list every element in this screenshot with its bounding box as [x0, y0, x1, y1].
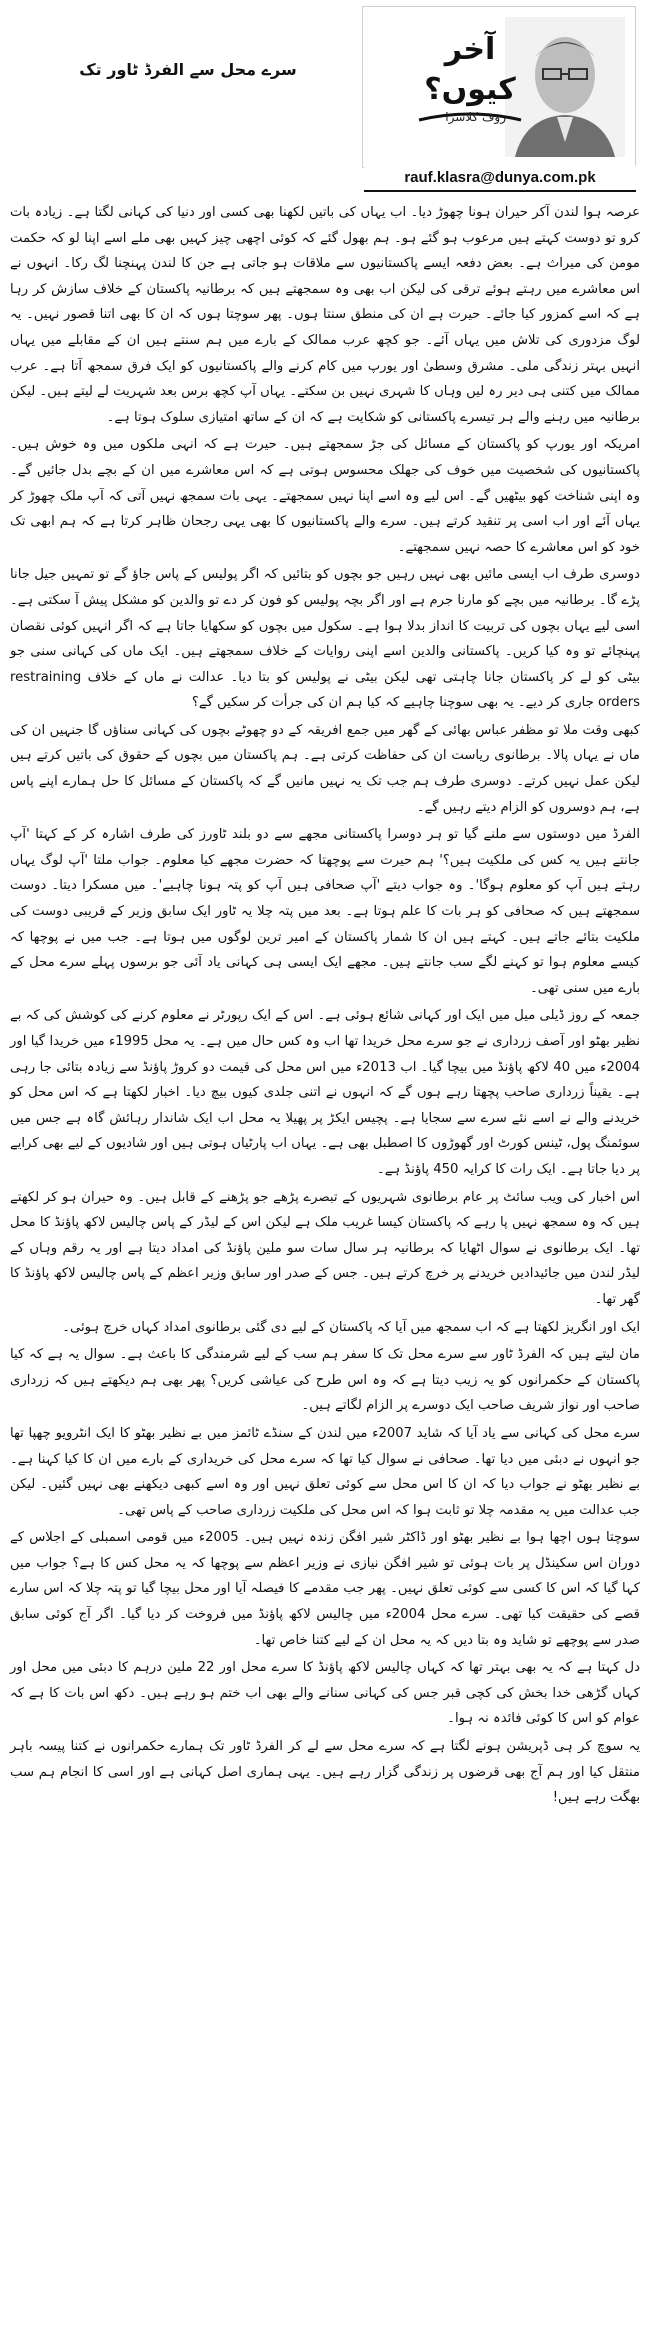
- paragraph: دل کہتا ہے کہ یہ بھی بہتر تھا کہ کہاں چالیس لاکھ پاؤنڈ کا سرے محل اور 22 ملین درہم کا دبئی میں محل اور کہاں گڑھی خدا بخش کی کچی قبر جس کی کہانی سنانے والے بھی اب ختم ہو رہے ہیں۔ دکھ اس بات کا ہے کہ عوام کو اس کا کوئی فائدہ نہ ہوا۔: [10, 1660, 640, 1727]
- paragraph: یہ سوچ کر ہی ڈپریشن ہونے لگتا ہے کہ سرے محل سے لے کر الفرڈ ٹاور تک ہمارے حکمرانوں نے کتنا پیسہ باہر منتقل کیا اور ہم آج بھی قرضوں پر زندگی گزار رہے ہیں۔ یہی ہماری اصل کہانی ہے اور اسی کا انجام ہم سب بھگت رہے ہیں!: [10, 1739, 640, 1806]
- paragraph: سوچتا ہوں اچھا ہوا بے نظیر بھٹو اور ڈاکٹر شیر افگن زندہ نہیں ہیں۔ 2005ء میں قومی اسمبلی کے اجلاس کے دوران اس سکینڈل پر بات ہوئی تو شیر افگن نیازی نے وزیر اعظم سے پوچھا کہ یہ محل کس کا ہے؟ جواب میں کہا گیا کہ اس کا کسی سے کوئی تعلق نہیں۔ پھر جب مقدمے کا فیصلہ آیا اور محل بیچا گیا تو پتہ چلا کہ اس سارے قصے کی حقیقت کیا تھی۔ سرے محل 2004ء میں چالیس لاکھ پاؤنڈ میں فروخت کر دیا گیا۔ اگر آج کوئی سابق صدر سے پوچھے تو شاید وہ بتا دیں کہ یہ محل ان کے لیے کتنا خاص تھا۔: [10, 1530, 640, 1648]
- paragraph: عرصہ ہوا لندن آکر حیران ہونا چھوڑ دیا۔ اب یہاں کی باتیں لکھنا بھی کسی اور دنیا کی کہانی لگتا ہے۔ زیادہ بات کرو تو دوست کہتے ہیں مرعوب ہو گئے ہو۔ ہم بھول گئے کہ کوئی اچھی چیز کہیں بھی ملے اسے اپنا لو کہ حکمت مومن کی میراث ہے۔ بعض دفعہ ایسے پاکستانیوں سے ملاقات ہو جاتی ہے جن کا لندن پہنچنا لگ رکا۔ انہوں نے اس معاشرے میں رہتے ہوئے ترقی کی لیکن اب بھی وہ سمجھتے ہیں کہ برطانیہ پاکستان کے خلاف سازش کر رہا ہے کہ اسے کمزور کیا جائے۔ حیرت ہے ان کی منطق سنتا ہوں۔ پھر سوچتا ہوں کہ ان کا بھی اتنا قصور نہیں۔ یہ لوگ مزدوری کی تلاش میں یہاں آئے۔ جو کچھ عرب ممالک کے بارے میں ہم سنتے ہیں ان کے مقابلے میں یہاں انہیں بہتر زندگی ملی۔ مشرق وسطیٰ اور یورپ میں کام کرنے والے پاکستانیوں کو ایک فرق سمجھ آتا ہے۔ عرب ممالک میں کتنی ہی دیر رہ لیں وہاں کا شہری نہیں بن سکتے۔ یہاں آپ کچھ برس بعد شہریت لے لیتے ہیں۔ لیکن برطانیہ میں رہنے والے ہر تیسرے پاکستانی کو شکایت ہے کہ ان کے ساتھ امتیازی سلوک ہوتا ہے۔: [10, 205, 640, 425]
- paragraph: الفرڈ میں دوستوں سے ملنے گیا تو ہر دوسرا پاکستانی مجھے سے دو بلند ٹاورز کی طرف اشارہ کر کے کہتا 'آپ جانتے ہیں یہ کس کی ملکیت ہیں؟' ہم حیرت سے پوچھتا کہ حضرت مجھے کیا معلوم۔ جواب ملتا 'آپ لوگ یہاں رہتے ہیں آپ کو معلوم ہوگا'۔ وہ جواب دیتے 'آپ صحافی ہیں آپ کو پتہ ہونا چاہیے'۔ میں مسکرا دیتا۔ دوست سمجھتے ہیں کہ صحافی کو ہر بات کا علم ہوتا ہے۔ بعد میں پتہ چلا یہ ٹاور ایک سابق وزیر کے قریبی دوست کی ملکیت بتائے جاتے ہیں۔ کہتے ہیں ان کا شمار پاکستان کے امیر ترین لوگوں میں ہوتا ہے۔ جب میں نے پوچھا کہ کیسے معلوم ہوا تو کہنے لگے سب جانتے ہیں۔ مجھے ایک ایسی ہی کہانی یاد آئی جو برسوں پہلے سرے محل کے بارے میں سنی تھی۔: [10, 827, 641, 996]
- paragraph: جمعہ کے روز ڈیلی میل میں ایک اور کہانی شائع ہوئی ہے۔ اس کے ایک رپورٹر نے معلوم کرنے کی کوشش کی کہ بے نظیر بھٹو اور آصف زرداری نے جو سرے محل خریدا تھا اب وہ کس حال میں ہے۔ یہ محل 1995ء میں خریدا گیا اور 2004ء میں 40 لاکھ پاؤنڈ میں بیچا گیا۔ اب 2013ء میں اس محل کی قیمت دو کروڑ پاؤنڈ سے زیادہ بتائی جا رہی ہے۔ یقیناً زرداری صاحب پچھتا رہے ہوں گے کہ انہوں نے اتنی جلدی کیوں بیچ دیا۔ اخبار لکھتا ہے کہ اس محل کو خریدنے والے نے اسے نئے سرے سے سجایا ہے۔ پچیس ایکڑ پر پھیلا یہ محل اب ایک شاندار رہائش گاہ ہے جس میں سوئمنگ پول، ٹینس کورٹ اور گھوڑوں کا اصطبل بھی ہے۔ یہاں اب پارٹیاں ہوتی ہیں اور شادیوں کے لیے بھی کرایے پر دیا جاتا ہے۔ ایک رات کا کرایہ 450 پاؤنڈ ہے۔: [10, 1008, 641, 1177]
- column-title: آخر کیوں؟: [424, 32, 516, 107]
- paragraph: اس اخبار کی ویب سائٹ پر عام برطانوی شہریوں کے تبصرے پڑھے جو پڑھنے کے قابل ہیں۔ وہ حیران ہو کر لکھتے ہیں کہ وہ سمجھ نہیں پا رہے کہ پاکستان کیسا غریب ملک ہے لیکن اس کے لیڈر کے پاس چالیس لاکھ پاؤنڈ کا محل تھا۔ ایک برطانوی نے سوال اٹھایا کہ برطانیہ ہر سال سات سو ملین پاؤنڈ کی امداد دیتا ہے اور یہ رقم وہاں کے لیڈر لندن میں جائیدادیں خریدنے پر خرچ کرتے ہیں۔ جس کے صدر اور سابق وزیر اعظم کے پاس چالیس لاکھ پاؤنڈ کا گھر تھا۔: [10, 1189, 640, 1307]
- column-header: [8, 0, 642, 196]
- paragraph: سرے محل کی کہانی سے یاد آیا کہ شاید 2007ء میں لندن کے سنڈے ٹائمز میں بے نظیر بھٹو کا ایک انٹرویو چھپا تھا جو انہوں نے دبئی میں دیا تھا۔ صحافی نے سوال کیا تھا کہ سرے محل کی خریداری کے بارے میں ان کا کیا کہنا ہے۔ بے نظیر بھٹو نے جواب دیا کہ ان کا اس محل سے کوئی تعلق نہیں اور وہ اسے کبھی دیکھنے بھی نہیں گئیں۔ لیکن جب عدالت میں یہ مقدمہ چلا تو ثابت ہوا کہ اس محل کی ملکیت زرداری صاحب کے پاس تھی۔: [10, 1425, 641, 1518]
- paragraph: دوسری طرف اب ایسی مائیں بھی نہیں رہیں جو بچوں کو بتائیں کہ اگر پولیس کے پاس جاؤ گے تو تمہیں جیل جانا پڑے گا۔ برطانیہ میں بچے کو مارنا جرم ہے اور اگر بچہ پولیس کو فون کر دے تو والدین کو مشکل پیش آ سکتی ہے۔ اسی لیے یہاں بچوں کی تربیت کا انداز بدلا ہوا ہے۔ سکول میں بچوں کو سکھایا جاتا ہے کہ اگر انہیں کوئی نقصان پہنچائے تو وہ کیا کریں۔ پاکستانی والدین اسے اپنی روایات کے خلاف سمجھتے ہیں۔ ایک ماں کی کہانی سنی جو بیٹی کو لے کر پاکستان جانا چاہتی تھی لیکن بیٹی نے پولیس کو بتا دیا۔ عدالت نے ماں کے خلاف restraining orders جاری کر دیے۔ یہ بھی سوچنا چاہیے کہ کیا ہم ان کی جرأت کر سکیں گے؟: [10, 567, 640, 711]
- author-name: رؤف کلاسرا: [445, 110, 506, 124]
- author-email[interactable]: rauf.klasra@dunya.com.pk: [364, 166, 636, 192]
- article-body: [10, 200, 640, 1813]
- paragraph: امریکہ اور یورپ کو پاکستان کے مسائل کی جڑ سمجھتے ہیں۔ حیرت ہے کہ انہی ملکوں میں وہ خوش ہیں۔ پاکستانیوں کی شخصیت میں خوف کی جھلک محسوس ہوتی ہے کہ اس معاشرے میں ان کے بچے بدل جائیں گے۔ وہ اپنی شناخت کھو بیٹھیں گے۔ اس لیے وہ اسے اپنا نہیں سمجھتے۔ یہی بات سمجھ نہیں آتی کہ آپ ملک چھوڑ کر یہاں آئے اور اب اسی پر تنقید کرتے ہیں۔ سرے والے پاکستانیوں کا بھی یہی رجحان ظاہر کرتا ہے کہ ہم ابھی تک خود کو اس معاشرے کا حصہ نہیں سمجھتے۔: [10, 437, 640, 555]
- column-logo: [410, 30, 530, 110]
- paragraph: کبھی وقت ملا تو مظفر عباس بھائی کے گھر میں جمع افریقہ کے دو چھوٹے بچوں کی کہانی سناؤں گا جنہیں ان کی ماں نے یہاں پالا۔ برطانوی ریاست ان کی حفاظت کرتی ہے۔ ہم پاکستان میں بچوں کے حقوق کی باتیں کرتے ہیں لیکن عمل نہیں کرتے۔ دوسری طرف ہم جب تک یہ نہیں مانیں گے کہ پاکستان کے مسائل کا حل ہمارے اپنے پاس ہے، ہم دوسروں کو الزام دیتے رہیں گے۔: [10, 722, 640, 815]
- paragraph: مان لیتے ہیں کہ الفرڈ ٹاور سے سرے محل تک کا سفر ہم سب کے لیے شرمندگی کا باعث ہے۔ سوال یہ ہے کہ کیا پاکستان کے حکمرانوں کو یہ زیب دیتا ہے کہ وہ اس طرح کی عیاشی کریں؟ پھر بھی ہم دیکھتے ہیں کہ زرداری صاحب اور نواز شریف صاحب ایک دوسرے پر الزام لگاتے ہیں۔: [10, 1347, 640, 1414]
- article-headline: سرے محل سے الفرڈ ٹاور تک: [79, 60, 297, 79]
- paragraph: ایک اور انگریز لکھتا ہے کہ اب سمجھ میں آیا کہ پاکستان کے لیے دی گئی برطانوی امداد کہاں خرچ ہوئی۔: [62, 1319, 640, 1335]
